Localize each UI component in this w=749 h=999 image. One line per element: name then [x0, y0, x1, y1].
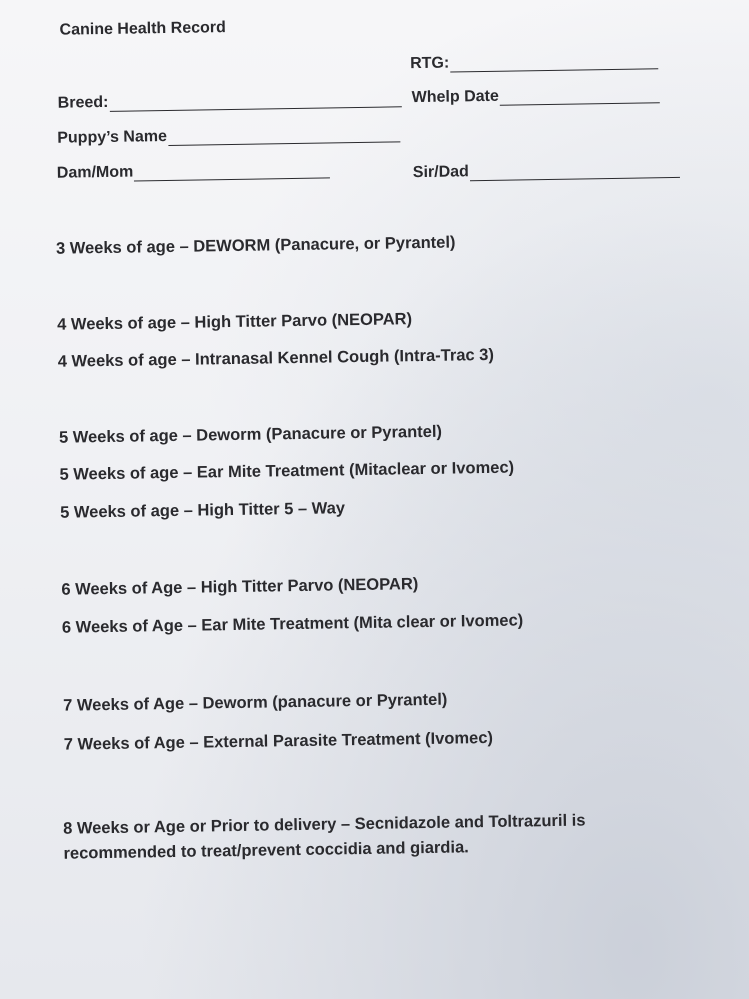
dam-blank-line — [134, 163, 330, 181]
breed-label: Breed: — [57, 93, 109, 112]
sire-blank-line — [470, 163, 680, 181]
rtg-blank-line — [450, 54, 658, 72]
rtg-label: RTG: — [410, 54, 450, 73]
final-note — [63, 807, 684, 867]
document-title: Canine Health Record — [59, 19, 226, 39]
schedule-entry: 5 Weeks of age – High Titter 5 – Way — [60, 499, 346, 522]
final-note-line-2: recommended to treat/prevent coccidia and giardia. — [63, 838, 469, 863]
whelp-date-label: Whelp Date — [411, 87, 499, 107]
schedule-entry: 7 Weeks of Age – External Parasite Treatment (Ivomec) — [63, 728, 494, 754]
schedule-entry: 6 Weeks of Age – Ear Mite Treatment (Mita clear or Ivomec) — [61, 611, 524, 637]
schedule-entry: 4 Weeks of age – Intranasal Kennel Cough (Intra-Trac 3) — [57, 345, 495, 371]
schedule-entry: 5 Weeks of age – Deworm (Panacure or Pyrantel) — [58, 422, 443, 447]
schedule-entry: 3 Weeks of age – DEWORM (Panacure, or Pyrantel) — [55, 233, 456, 258]
dam-label: Dam/Mom — [56, 163, 134, 182]
schedule-entry: 4 Weeks of age – High Titter Parvo (NEOPAR) — [57, 310, 413, 334]
schedule-entry: 5 Weeks of age – Ear Mite Treatment (Mitaclear or Ivomec) — [59, 458, 515, 484]
puppy-name-blank-line — [168, 127, 400, 146]
puppy-name-field — [57, 124, 400, 147]
sire-field — [413, 160, 680, 182]
whelp-date-blank-line — [500, 88, 660, 106]
whelp-date-field — [412, 85, 660, 107]
schedule-entry: 7 Weeks of Age – Deworm (panacure or Pyrantel) — [63, 690, 448, 715]
dam-field — [57, 160, 331, 182]
schedule-entry: 6 Weeks of Age – High Titter Parvo (NEOPAR) — [61, 575, 419, 599]
sire-label: Sir/Dad — [412, 163, 470, 182]
rtg-field — [410, 51, 658, 73]
final-note-line-1: 8 Weeks or Age or Prior to delivery – Secnidazole and Toltrazuril is — [62, 811, 586, 838]
breed-blank-line — [109, 92, 401, 112]
puppy-name-label: Puppy’s Name — [57, 127, 168, 147]
breed-field — [58, 89, 402, 112]
